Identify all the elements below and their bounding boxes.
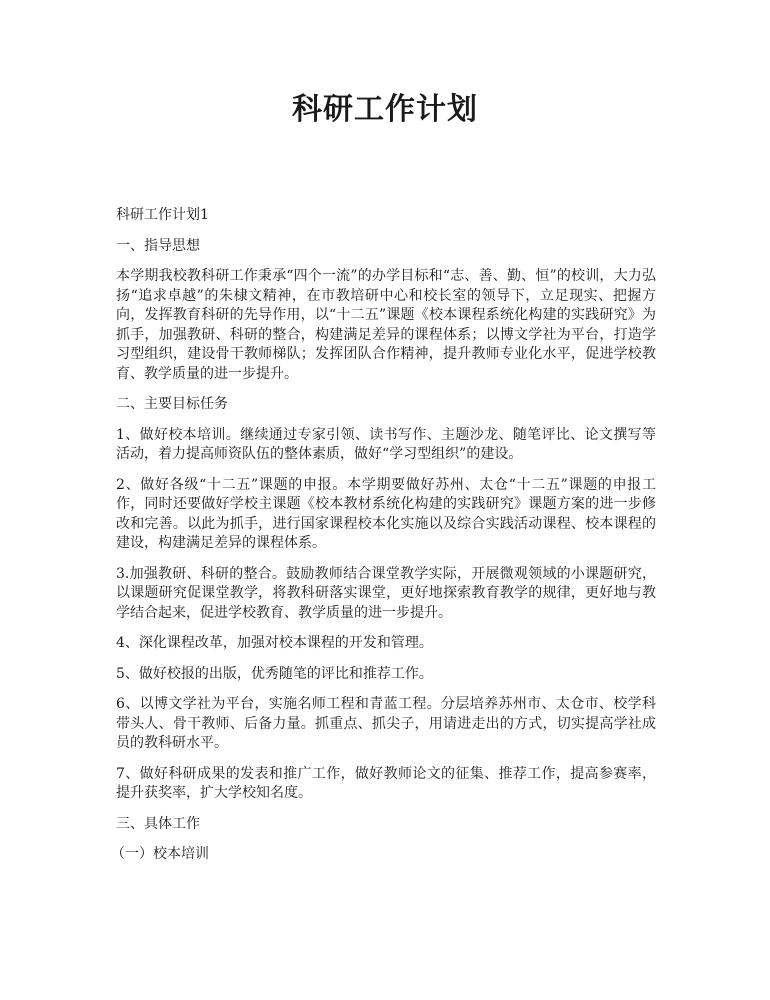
section-heading-guiding-ideology: 一、指导思想 [116, 237, 200, 254]
goal-item-1: 1、做好校本培训。继续通过专家引领、读书写作、主题沙龙、随笔评比、论文撰写等活动，着力提高师资队伍的整体素质，做好“学习型组织”的建设。 [116, 426, 656, 462]
goal-item-7: 7、做好科研成果的发表和推广工作，做好教师论文的征集、推荐工作，提高参赛率，提升获奖率，扩大学校知名度。 [116, 765, 656, 801]
goal-item-6: 6、以博文学社为平台，实施名师工程和青蓝工程。分层培养苏州市、太仓市、校学科带头人、骨干教师、后备力量。抓重点、抓尖子，用请进走出的方式，切实提高学社成员的教科研水平。 [116, 696, 656, 751]
paragraph-guiding-ideology: 本学期我校教科研工作秉承“四个一流”的办学目标和“志、善、勤、恒”的校训，大力弘扬“追求卓越”的朱棣文精神，在市教培研中心和校长室的领导下，立足现实、把握方向，发挥教育科研的先导作用，以“十二五”课题《校本课程系统化构建的实践研究》为抓手，加强教研、科研的整合，构建满足差异的课程体系；以博文学社为平台，打造学习型组织，建设骨干教师梯队；发挥团队合作精神，提升教师专业化水平，促进学校教育、教学质量的进一步提升。 [116, 268, 656, 382]
document-title: 科研工作计划 [292, 92, 478, 127]
goal-item-4: 4、深化课程改革，加强对校本课程的开发和管理。 [116, 635, 433, 651]
goal-item-5: 5、做好校报的出版，优秀随笔的评比和推荐工作。 [116, 665, 433, 682]
subsection-heading-school-training: （一）校本培训 [111, 846, 209, 862]
plan-subtitle: 科研工作计划1 [116, 207, 209, 223]
section-heading-main-goals: 二、主要目标任务 [116, 396, 228, 412]
goal-item-3: 3.加强教研、科研的整合。鼓励教师结合课堂教学实际，开展微观领域的小课题研究，以课题研究促课堂教学，将教科研落实课堂，更好地探索教育教学的规律，更好地与教学结合起来，促进学校教育、教学质量的进一步提升。 [116, 565, 656, 621]
document-body [111, 206, 656, 876]
goal-item-2: 2、做好各级“十二五”课题的申报。本学期要做好苏州、太仓“十二五”课题的申报工作，同时还要做好学校主课题《校本教材系统化构建的实践研究》课题方案的进一步修改和完善。以此为抓手，进行国家课程校本化实施以及综合实践活动课程、校本课程的建设，构建满足差异的课程体系。 [116, 476, 656, 551]
section-heading-specific-work: 三、具体工作 [116, 815, 200, 832]
